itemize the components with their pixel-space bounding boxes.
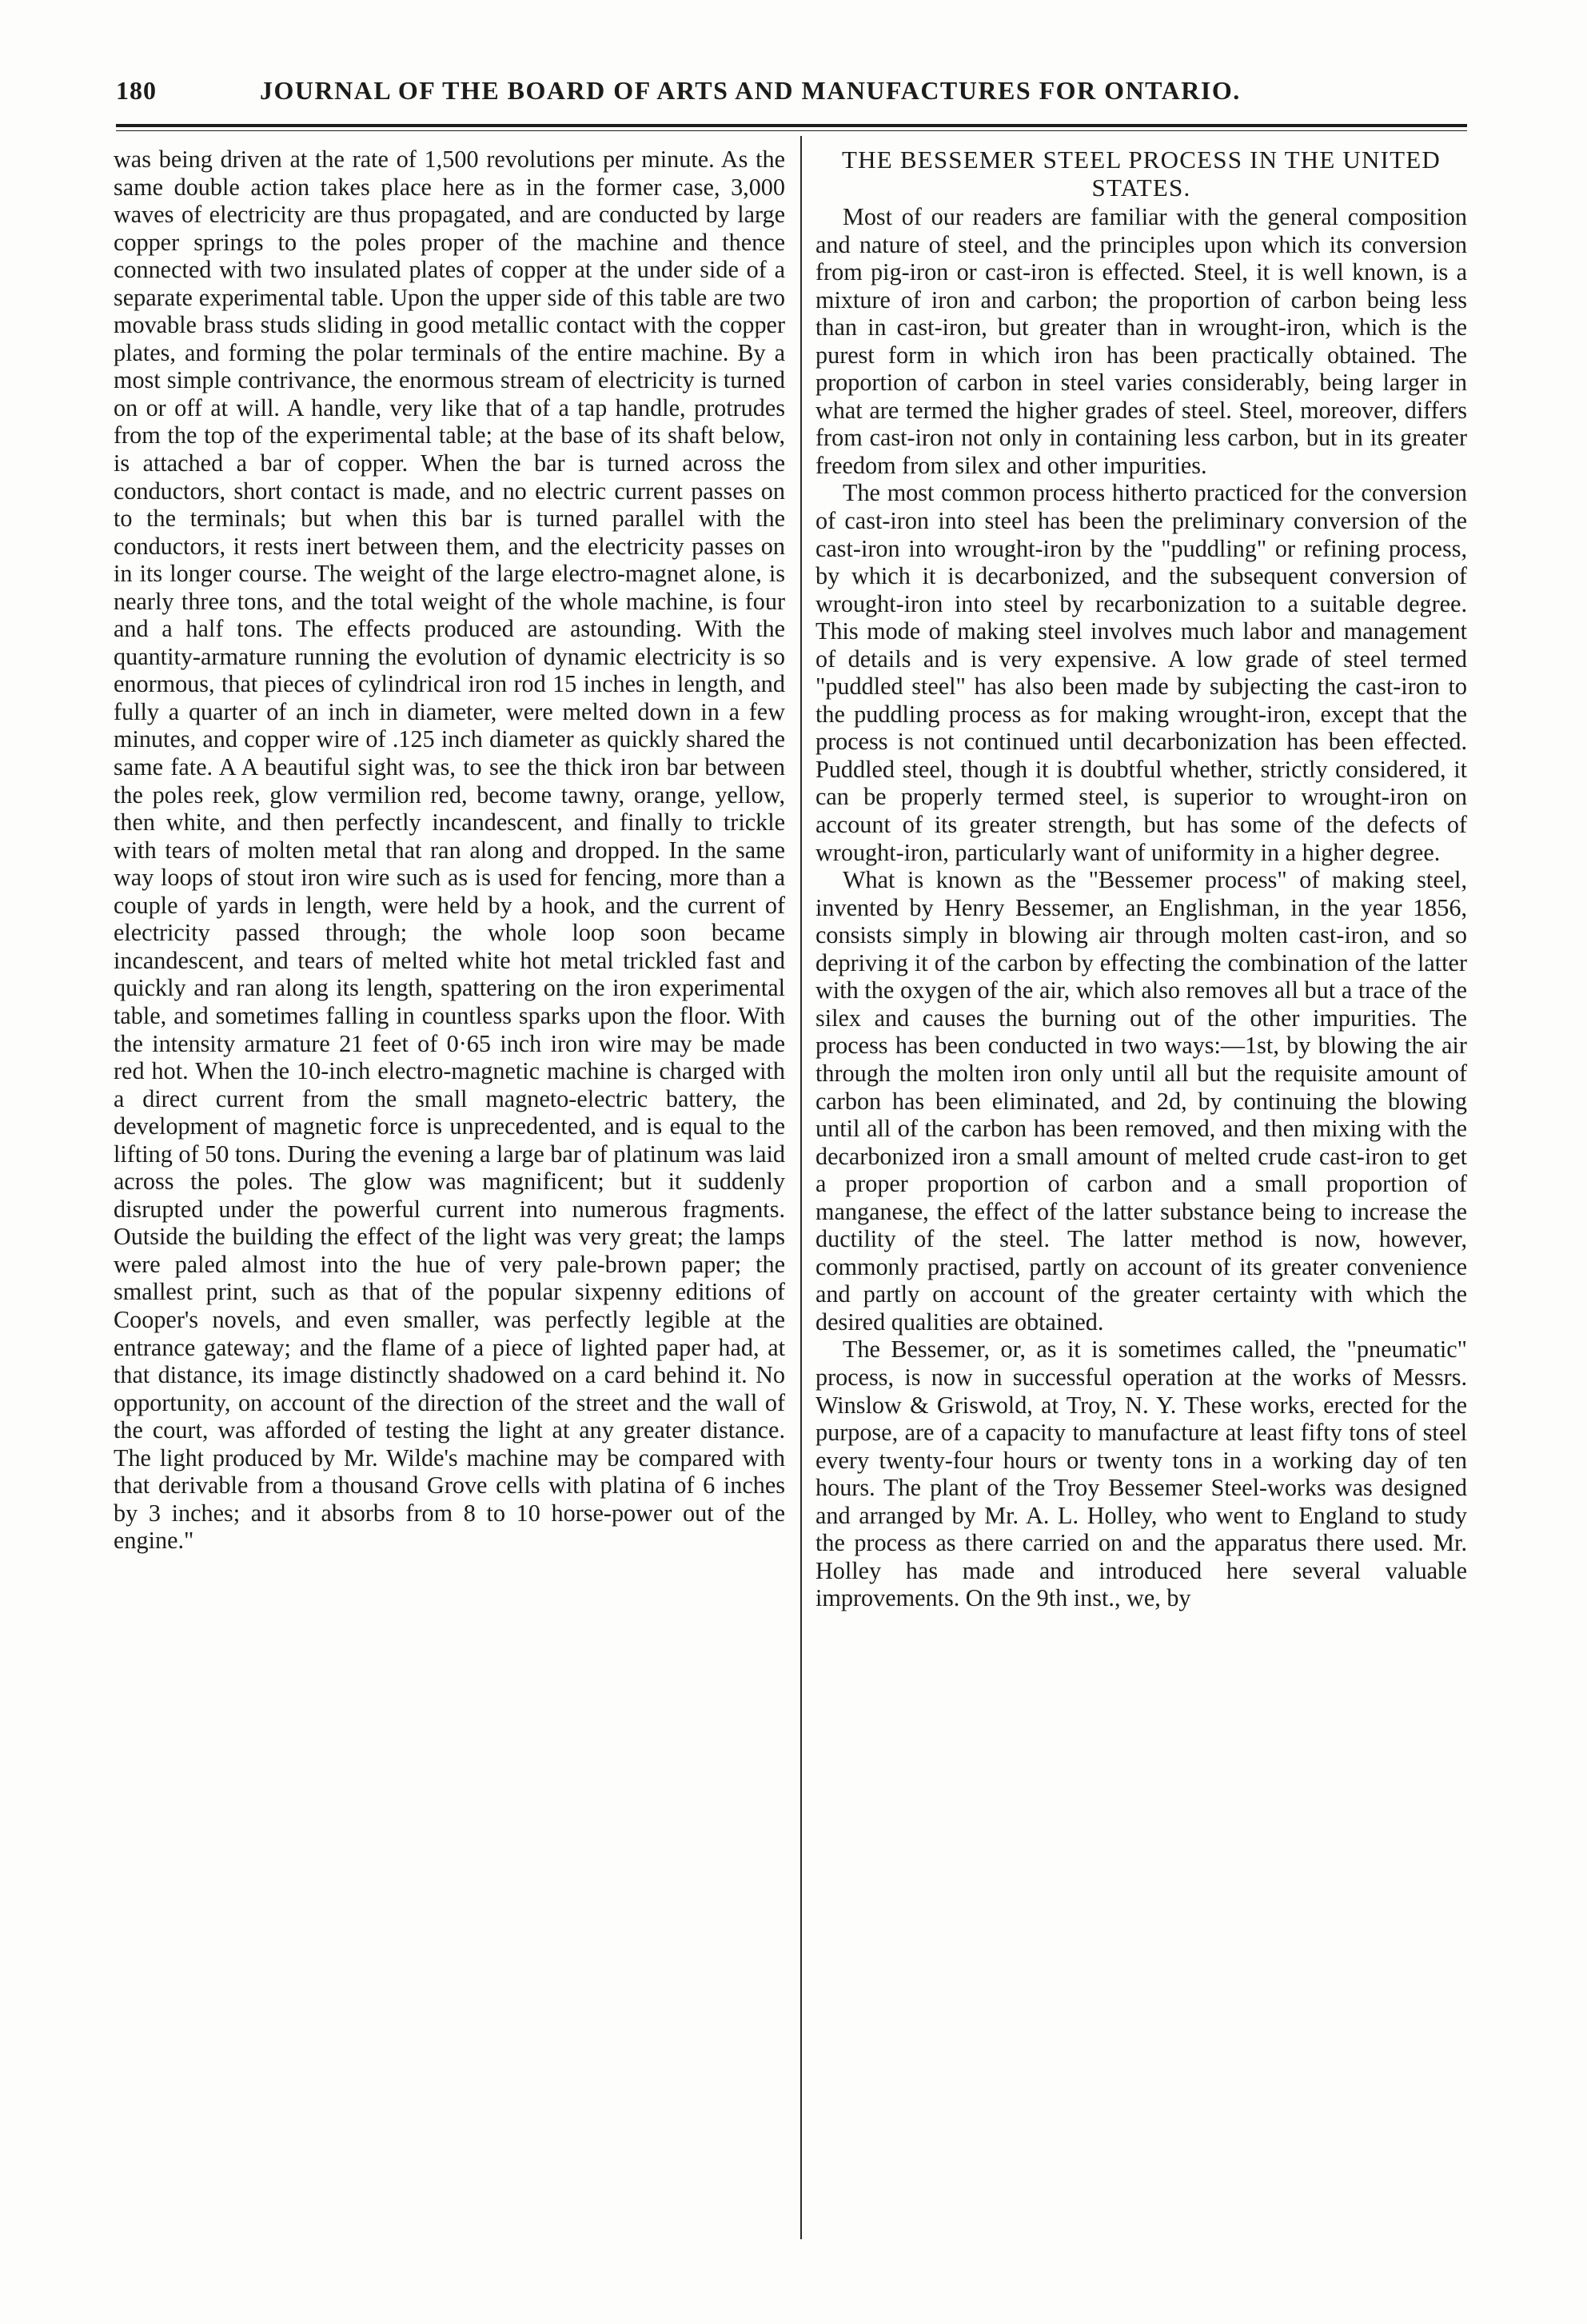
article-paragraph-4: The Bessemer, or, as it is sometimes called, the "pneumatic" process, is now in successful operation at the works of Messrs. Winslow & Griswold, at Troy, N. Y. These works, erected for the purpose, are of a capacity to manufacture at least fifty tons of steel every twenty-four hours or twenty tons in a working day of ten hours. The plant of the Troy Bessemer Steel-works was designed and arranged by Mr. A. L. Holley, who went to England to study the process as there carried on and the apparatus there used. Mr. Holley has made and introduced here several valuable improvements. On the 9th inst., we, by bbox=[815, 1336, 1467, 1612]
article-paragraph-2: The most common process hitherto practiced for the conversion of cast-iron into steel has been the preliminary conversion of the cast-iron into wrought-iron by the "puddling" or refining process, by which it is decarbonized, and the subsequent conversion of wrought-iron into steel by recarbonization to a suitable degree. This mode of making steel involves much labor and management of details and is very expensive. A low grade of steel termed "puddled steel" has also been made by subjecting the cast-iron to the puddling process as for making wrought-iron, except that the process is not continued until decarbonization has been effected. Puddled steel, though it is doubtful whether, strictly considered, it can be properly termed steel, is superior to wrought-iron on account of its greater strength, but has some of the defects of wrought-iron, particularly want of uniformity in a higher degree. bbox=[815, 479, 1467, 866]
left-paragraph: was being driven at the rate of 1,500 revolutions per minute. As the same double action takes place here as in the former case, 3,000 waves of electricity are thus propagated, and are conducted by large copper springs to the poles proper of the machine and thence connected with two insulated plates of copper at the under side of a separate experimental table. Upon the upper side of this table are two movable brass studs sliding in good metallic contact with the copper plates, and forming the polar terminals of the entire machine. By a most simple contrivance, the enormous stream of electricity is turned on or off at will. A handle, very like that of a tap handle, protrudes from the top of the experimental table; at the base of its shaft below, is attached a bar of copper. When the bar is turned across the conductors, short contact is made, and no electric current passes on to the terminals; but when this bar is turned parallel with the conductors, it rests inert between them, and the electricity passes on in its longer course. The weight of the large electro-magnet alone, is nearly three tons, and the total weight of the whole machine, is four and a half tons. The effects produced are astounding. With the quantity-armature running the evolution of dynamic electricity is so enormous, that pieces of cylindrical iron rod 15 inches in length, and fully a quarter of an inch in diameter, were melted down in a few minutes, and copper wire of .125 inch diameter as quickly shared the same fate. A A beautiful sight was, to see the thick iron bar between the poles reek, glow vermilion red, become tawny, orange, yellow, then white, and then perfectly incandescent, and finally to trickle with tears of molten metal that ran along and dropped. In the same way loops of stout iron wire such as is used for fencing, more than a couple of yards in length, were held by a hook, and the current of electricity passed through; the whole loop soon became incandescent, and tears of melted white hot metal trickled fast and quickly and ran along its length, spattering on the iron experimental table, and sometimes falling in countless sparks upon the floor. With the intensity armature 21 feet of 0·65 inch iron wire may be made red hot. When the 10-inch electro-magnetic machine is charged with a direct current from the small magneto-electric battery, the development of magnetic force is unprecedented, and is equal to the lifting of 50 tons. During the evening a large bar of platinum was laid across the poles. The glow was magnificent; but it suddenly disrupted under the powerful current into numerous fragments. Outside the building the effect of the light was very great; the lamps were paled almost into the hue of very pale-brown paper; the smallest print, such as that of the popular sixpenny editions of Cooper's novels, and even smaller, was perfectly legible at the entrance gateway; and the flame of a piece of lighted paper had, at that distance, its image distinctly shadowed on a card behind it. No opportunity, on account of the direction of the street and the wall of the court, was afforded of testing the light at any greater distance. The light produced by Mr. Wilde's machine may be compared with that derivable from a thousand Grove cells with platina of 6 inches by 3 inches; and it absorbs from 8 to 10 horse-power out of the engine." bbox=[114, 146, 785, 1555]
header-rule-thick bbox=[116, 124, 1467, 127]
right-column bbox=[815, 146, 1467, 1612]
page-header bbox=[116, 76, 1467, 124]
article-title: THE BESSEMER STEEL PROCESS IN THE UNITED STATES. bbox=[842, 146, 1441, 202]
left-column bbox=[114, 146, 785, 1555]
column-divider bbox=[800, 136, 802, 2239]
page-number: 180 bbox=[116, 76, 157, 105]
running-head: JOURNAL OF THE BOARD OF ARTS AND MANUFACTURES FOR ONTARIO. bbox=[260, 76, 1241, 105]
header-rule-thin bbox=[116, 130, 1467, 131]
article-paragraph-1: Most of our readers are familiar with the general composition and nature of steel, and the principles upon which its conversion from pig-iron or cast-iron is effected. Steel, it is well known, is a mixture of iron and carbon; the proportion of carbon being less than in cast-iron, but greater than in wrought-iron, which is the purest form in which iron has been practically obtained. The proportion of carbon in steel varies considerably, being larger in what are termed the higher grades of steel. Steel, moreover, differs from cast-iron not only in containing less carbon, but in its greater freedom from silex and other impurities. bbox=[815, 203, 1467, 479]
article-paragraph-3: What is known as the "Bessemer process" of making steel, invented by Henry Bessemer, an Englishman, in the year 1856, consists simply in blowing air through molten cast-iron, and so depriving it of the carbon by effecting the combination of the latter with the oxygen of the air, which also removes all but a trace of the silex and causes the burning out of the other impurities. The process has been conducted in two ways:—1st, by blowing the air through the molten iron only until all but the requisite amount of carbon has been eliminated, and 2d, by continuing the blowing until all of the carbon has been removed, and then mixing with the decarbonized iron a small amount of melted crude cast-iron to get a proper proportion of carbon and a small proportion of manganese, the effect of the latter substance being to increase the ductility of the steel. The latter method is now, however, commonly practised, partly on account of its greater convenience and partly on account of the greater certainty with which the desired qualities are obtained. bbox=[815, 866, 1467, 1336]
